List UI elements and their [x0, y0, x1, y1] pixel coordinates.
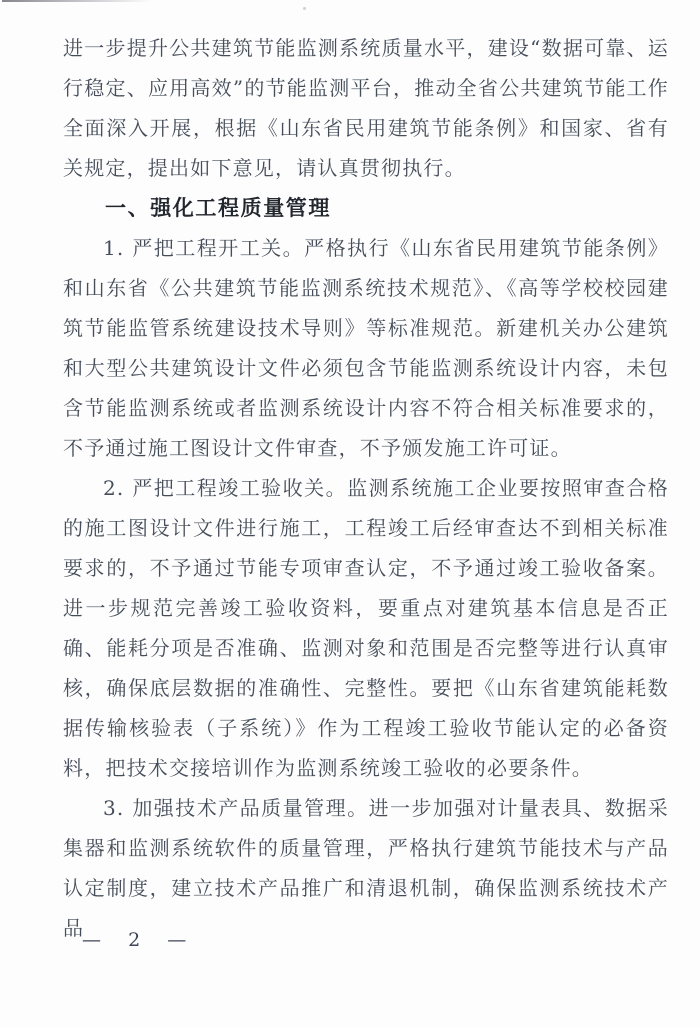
page-number: — 2 — [82, 929, 192, 951]
intro-continuation-paragraph: 进一步提升公共建筑节能监测系统质量水平，建设“数据可靠、运行稳定、应用高效”的节能监测平台，推动全省公共建筑节能工作全面深入开展，根据《山东省民用建筑节能条例》和国家、省有关规定，提出如下意见，请认真贯彻执行。 [63, 36, 669, 180]
numbered-paragraph-1: 1. 严把工程开工关。严格执行《山东省民用建筑节能条例》和山东省《公共建筑节能监测系统技术规范》、《高等学校校园建筑节能监管系统建设技术导则》等标准规范。新建机关办公建筑和大型公共建筑设计文件必须包含节能监测系统设计内容，未包含节能监测系统或者监测系统设计内容不符合相关标准要求的，不予通过施工图设计文件审查，不予颁发施工许可证。 [63, 236, 669, 460]
numbered-paragraph-3: 3. 加强技术产品质量管理。进一步加强对计量表具、数据采集器和监测系统软件的质量管理，严格执行建筑节能技术与产品认定制度，建立技术产品推广和清退机制，确保监测系统技术产品 [63, 796, 669, 940]
section-heading: 一、强化工程质量管理 [105, 196, 331, 220]
numbered-paragraph-2: 2. 严把工程竣工验收关。监测系统施工企业要按照审查合格的施工图设计文件进行施工，工程竣工后经审查达不到相关标准要求的，不予通过节能专项审查认定，不予通过竣工验收备案。进一步规范完善竣工验收资料，要重点对建筑基本信息是否正确、能耗分项是否准确、监测对象和范围是否完整等进行认真审核，确保底层数据的准确性、完整性。要把《山东省建筑能耗数据传输核验表（子系统）》作为工程竣工验收节能认定的必备资料，把技术交接培训作为监测系统竣工验收的必要条件。 [63, 476, 669, 780]
document-body [63, 28, 669, 948]
